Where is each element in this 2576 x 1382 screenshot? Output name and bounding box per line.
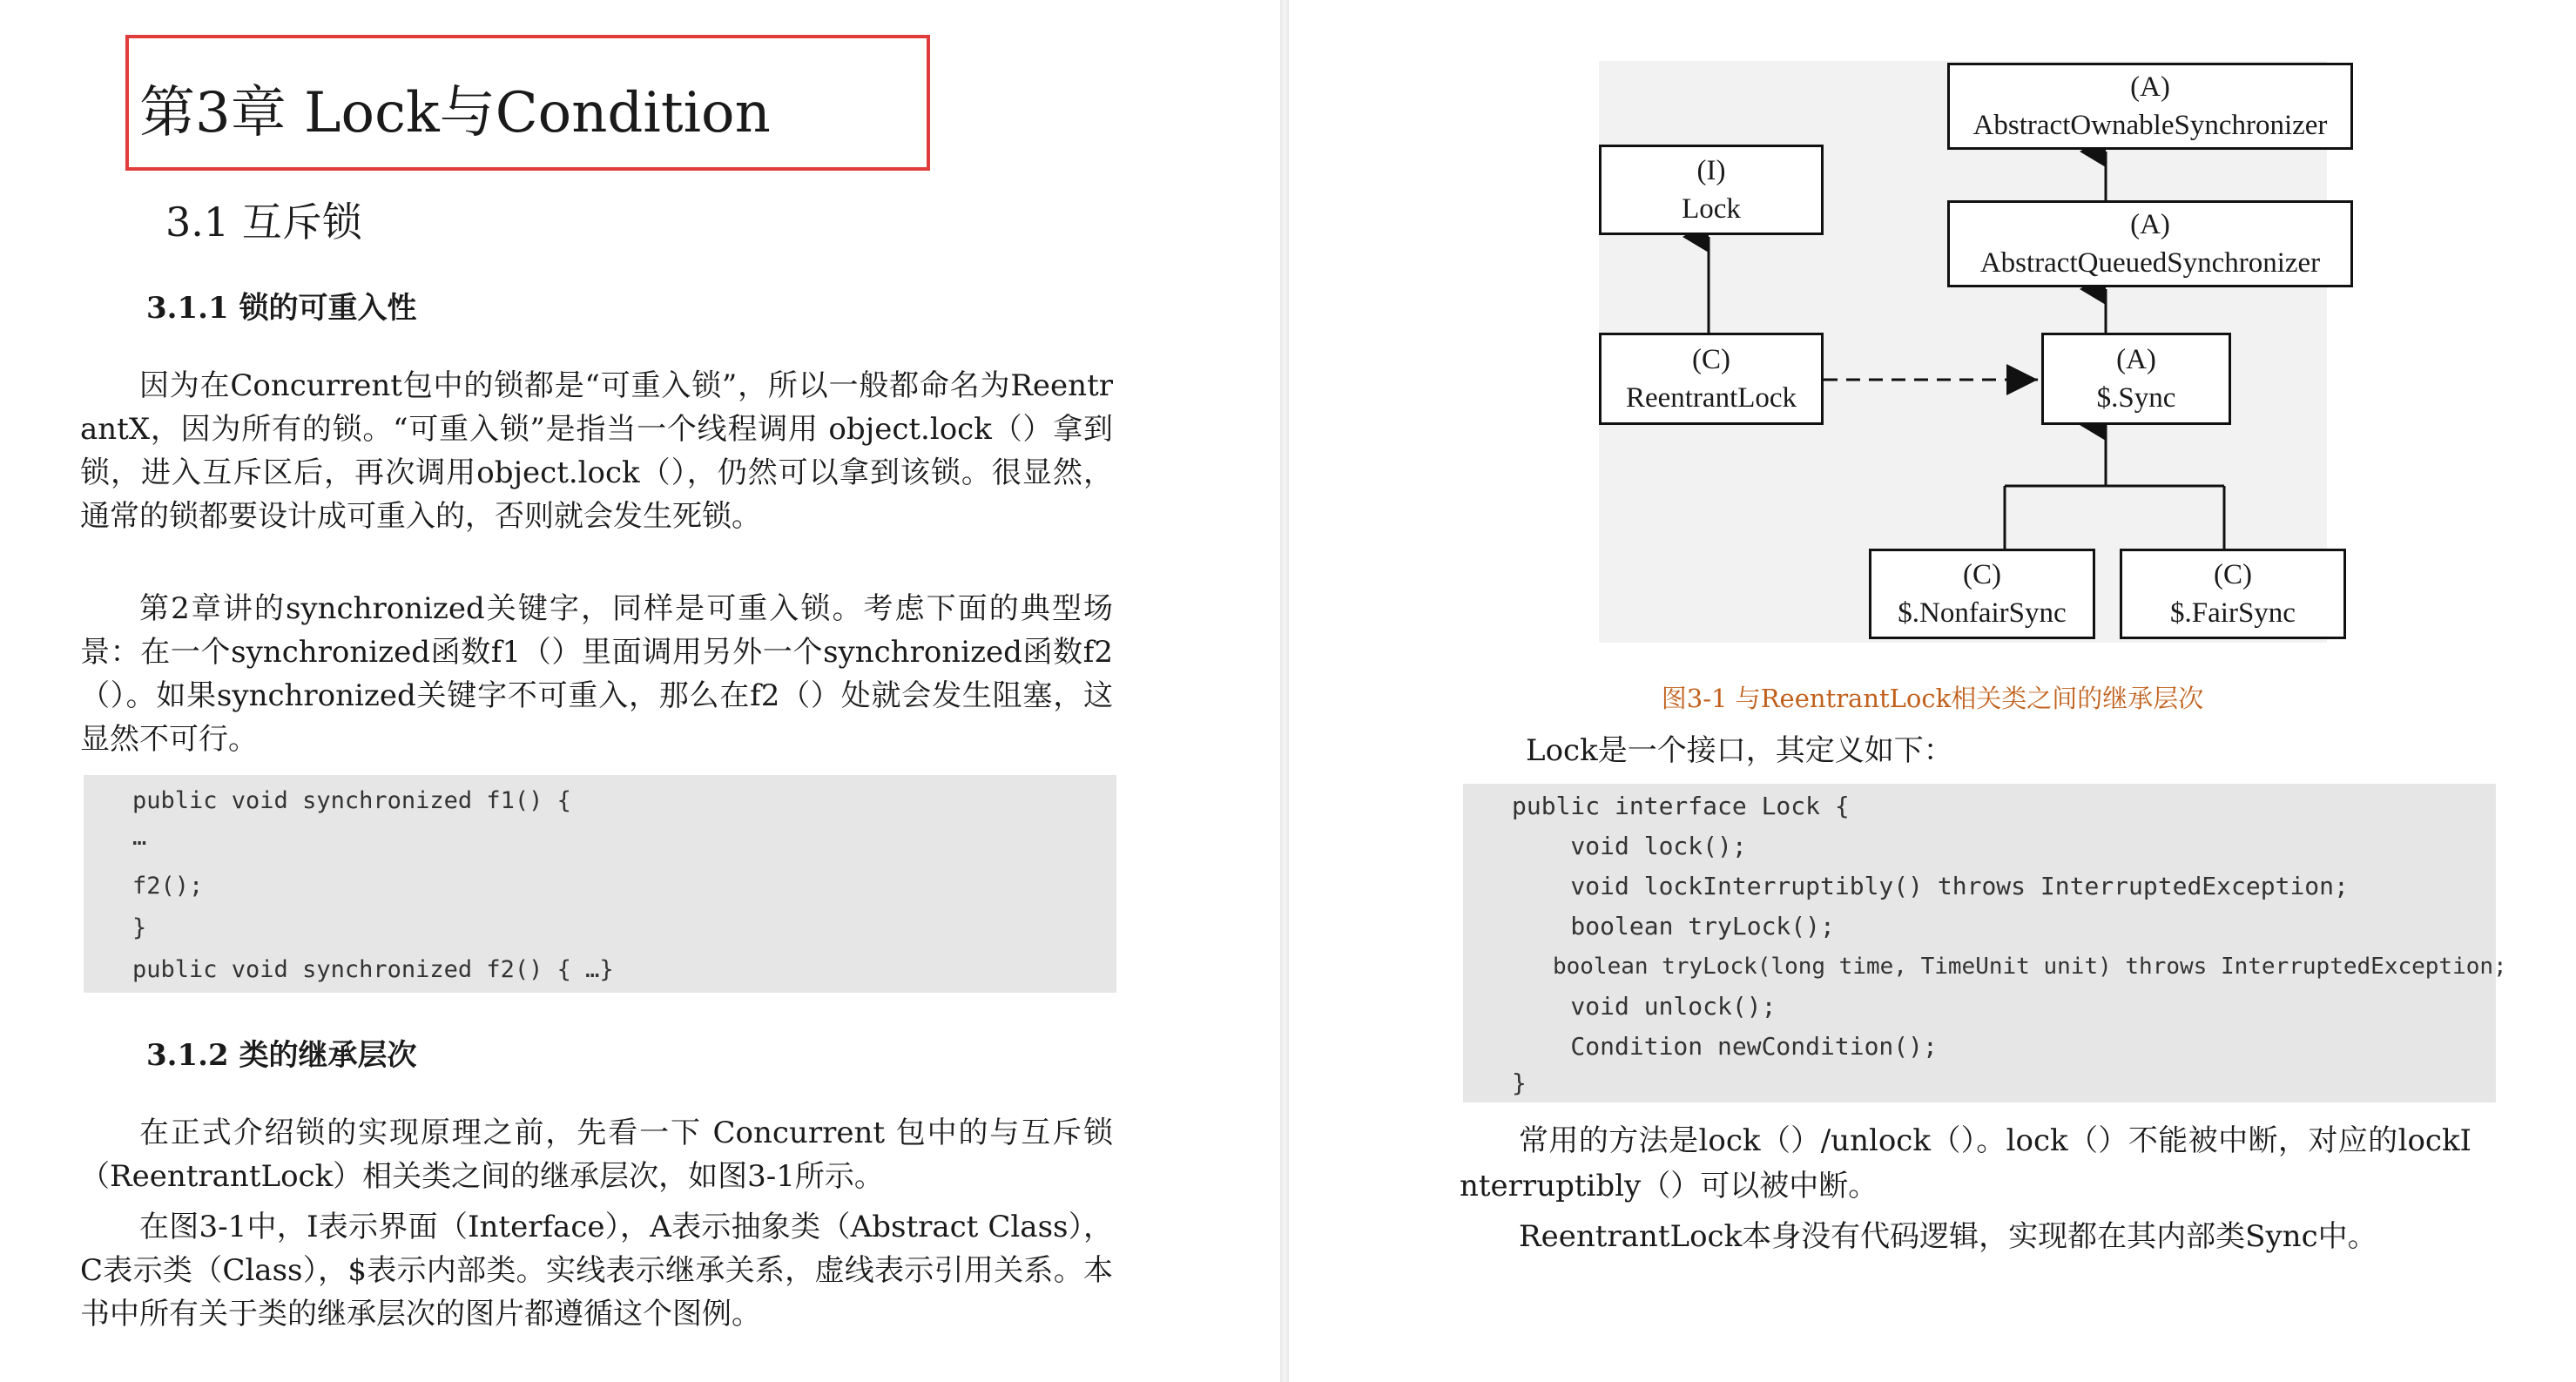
code-block-synchronized [84, 775, 1116, 993]
code-line: boolean tryLock(); [1512, 912, 1835, 940]
uml-box-abstract-queued-synchronizer [1947, 200, 2353, 287]
code-line: … [132, 824, 147, 851]
page-spine [1280, 0, 1289, 1382]
code-line: void lock(); [1512, 832, 1747, 860]
uml-box-nonfair-sync [1869, 549, 2095, 639]
uml-name: AbstractOwnableSynchronizer [1972, 110, 2328, 141]
class-hierarchy-diagram [1599, 61, 2327, 643]
figure-caption: 图3-1 与ReentrantLock相关类之间的继承层次 [1661, 684, 2204, 713]
uml-kind: (A) [2130, 71, 2170, 103]
uml-name: AbstractQueuedSynchronizer [1979, 247, 2321, 279]
code-line: public interface Lock { [1512, 792, 1850, 820]
subsection-title-reentrancy: 3.1.1 锁的可重入性 [146, 291, 417, 326]
code-block-lock-interface [1463, 784, 2507, 1102]
paragraph-synchronized: 第2章讲的synchronized关键字，同样是可重入锁。考虑下面的典型场景：在一个synchronized函数f1（）里面调用另外一个synchronized函数f2（）。如果synchronized关键字不可重入，那么在f2（）处就会发生阻塞，这显然不可行。 [80, 591, 1113, 757]
uml-kind: (A) [2116, 344, 2156, 375]
uml-kind: (C) [2214, 559, 2252, 590]
code-line: void unlock(); [1512, 992, 1777, 1021]
paragraph-sync-inner-class: ReentrantLock本身没有代码逻辑，实现都在其内部类Sync中。 [1519, 1219, 2377, 1254]
chapter-title: 第3章 Lock与Condition [139, 81, 771, 145]
code-line: } [132, 914, 147, 941]
uml-name: ReentrantLock [1625, 382, 1797, 414]
paragraph-hierarchy-intro: 在正式介绍锁的实现原理之前，先看一下 Concurrent 包中的与互斥锁（ReentrantLock）相关类之间的继承层次，如图3-1所示。 [80, 1116, 1113, 1194]
subsection-title-hierarchy: 3.1.2 类的继承层次 [146, 1038, 417, 1073]
uml-box-lock [1599, 145, 1824, 235]
code-line: boolean tryLock(long time, TimeUnit unit) throws InterruptedException; [1512, 954, 2507, 980]
uml-kind: (C) [1692, 344, 1730, 375]
uml-kind: (A) [2130, 209, 2170, 240]
paragraph-common-methods: 常用的方法是lock（）/unlock（）。lock（）不能被中断，对应的lockInterruptibly（）可以被中断。 [1460, 1123, 2471, 1203]
uml-name: $.Sync [2096, 382, 2176, 414]
code-line: Condition newCondition(); [1512, 1032, 1938, 1061]
paragraph-legend: 在图3-1中，I表示界面（Interface），A表示抽象类（Abstract Class），C表示类（Class），$表示内部类。实线表示继承关系，虚线表示引用关系。本书中所有关于类的继承层次的图片都遵循这个图例。 [80, 1210, 1113, 1331]
uml-box-abstract-ownable-synchronizer [1947, 63, 2353, 150]
uml-kind: (C) [1963, 559, 2001, 590]
right-page [1289, 0, 2576, 1382]
paragraph-reentrancy: 因为在Concurrent包中的锁都是“可重入锁”，所以一般都命名为ReentrantX，因为所有的锁。“可重入锁”是指当一个线程调用 object.lock（）拿到锁，进入互斥区后，再次调用object.lock（），仍然可以拿到该锁。很显然，通常的锁都要设计成可重入的，否则就会发生死锁。 [80, 368, 1113, 534]
code-line: f2(); [132, 873, 204, 900]
uml-box-sync [2041, 333, 2231, 425]
code-line: void lockInterruptibly() throws InterruptedException; [1512, 872, 2349, 900]
section-title: 3.1 互斥锁 [165, 199, 362, 246]
uml-name: $.FairSync [2170, 597, 2296, 629]
code-line: public void synchronized f2() { …} [132, 956, 614, 983]
code-line: public void synchronized f1() { [132, 787, 571, 814]
uml-kind: (I) [1696, 155, 1726, 186]
left-page [0, 0, 1280, 1382]
lock-interface-intro: Lock是一个接口，其定义如下： [1526, 733, 1953, 768]
uml-box-fair-sync [2120, 549, 2346, 639]
code-line: } [1512, 1069, 1527, 1097]
uml-box-reentrant-lock [1599, 333, 1824, 425]
uml-name: $.NonfairSync [1898, 597, 2067, 629]
uml-name: Lock [1682, 193, 1741, 225]
